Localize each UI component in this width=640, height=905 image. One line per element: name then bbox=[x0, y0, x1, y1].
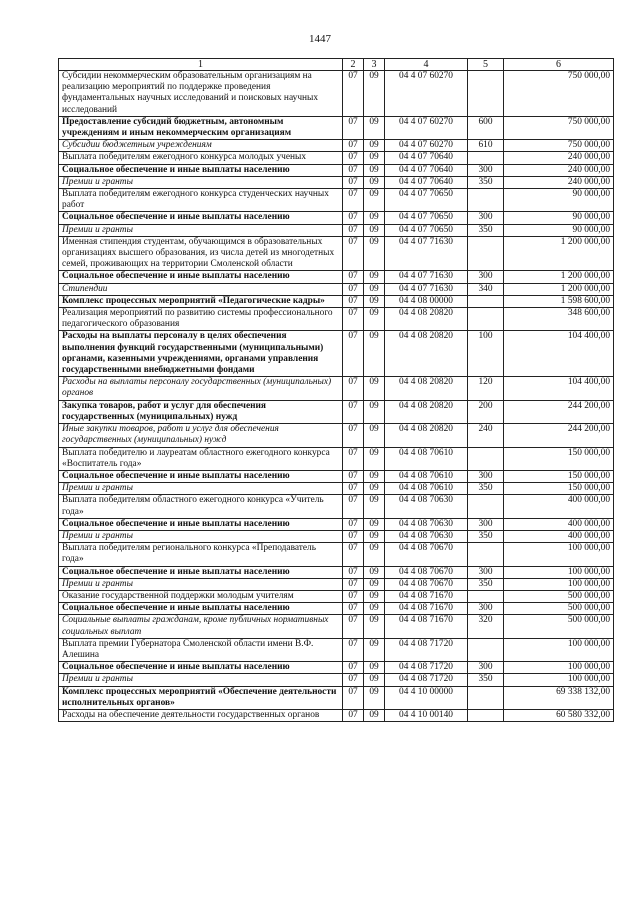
expense-type-code: 300 bbox=[468, 603, 504, 615]
subsection-code: 09 bbox=[364, 615, 385, 638]
table-row bbox=[59, 603, 614, 615]
section-code: 07 bbox=[343, 331, 364, 377]
section-code: 07 bbox=[343, 236, 364, 271]
target-article-code: 04 4 07 70650 bbox=[385, 189, 468, 212]
subsection-code: 09 bbox=[364, 709, 385, 721]
amount: 500 000,00 bbox=[504, 590, 614, 602]
table-row bbox=[59, 615, 614, 638]
expense-name: Субсидии некоммерческим образовательным организациям на реализацию мероприятий по поддержке проведения фундаментальных научных исследований и поисковых научных исследований bbox=[59, 71, 343, 117]
table-row bbox=[59, 295, 614, 307]
expense-name: Социальное обеспечение и иные выплаты населению bbox=[59, 662, 343, 674]
section-code: 07 bbox=[343, 271, 364, 283]
column-number: 5 bbox=[468, 59, 504, 71]
column-number: 1 bbox=[59, 59, 343, 71]
section-code: 07 bbox=[343, 495, 364, 518]
section-code: 07 bbox=[343, 189, 364, 212]
subsection-code: 09 bbox=[364, 400, 385, 423]
expense-type-code: 300 bbox=[468, 566, 504, 578]
expense-type-code bbox=[468, 189, 504, 212]
expense-name: Оказание государственной поддержки молодым учителям bbox=[59, 590, 343, 602]
subsection-code: 09 bbox=[364, 447, 385, 470]
section-code: 07 bbox=[343, 674, 364, 686]
subsection-code: 09 bbox=[364, 295, 385, 307]
section-code: 07 bbox=[343, 164, 364, 176]
target-article-code: 04 4 07 71630 bbox=[385, 283, 468, 295]
amount: 150 000,00 bbox=[504, 447, 614, 470]
target-article-code: 04 4 08 70630 bbox=[385, 530, 468, 542]
subsection-code: 09 bbox=[364, 236, 385, 271]
expense-name: Социальное обеспечение и иные выплаты населению bbox=[59, 518, 343, 530]
table-row bbox=[59, 470, 614, 482]
expense-type-code bbox=[468, 152, 504, 164]
column-number-row bbox=[59, 59, 614, 71]
amount: 100 000,00 bbox=[504, 578, 614, 590]
target-article-code: 04 4 08 70670 bbox=[385, 578, 468, 590]
target-article-code: 04 4 07 60270 bbox=[385, 71, 468, 117]
section-code: 07 bbox=[343, 470, 364, 482]
expense-type-code: 320 bbox=[468, 615, 504, 638]
target-article-code: 04 4 08 20820 bbox=[385, 308, 468, 331]
table-row bbox=[59, 377, 614, 400]
expense-type-code: 300 bbox=[468, 470, 504, 482]
expense-name: Социальное обеспечение и иные выплаты населению bbox=[59, 470, 343, 482]
table-row bbox=[59, 283, 614, 295]
amount: 400 000,00 bbox=[504, 495, 614, 518]
target-article-code: 04 4 08 20820 bbox=[385, 331, 468, 377]
subsection-code: 09 bbox=[364, 518, 385, 530]
amount: 500 000,00 bbox=[504, 603, 614, 615]
expense-name: Предоставление субсидий бюджетным, автономным учреждениям и иным некоммерческим организациям bbox=[59, 116, 343, 139]
expense-name: Премии и гранты bbox=[59, 674, 343, 686]
expense-type-code: 300 bbox=[468, 662, 504, 674]
amount: 348 600,00 bbox=[504, 308, 614, 331]
column-number: 4 bbox=[385, 59, 468, 71]
section-code: 07 bbox=[343, 615, 364, 638]
expense-name: Субсидии бюджетным учреждениям bbox=[59, 140, 343, 152]
amount: 750 000,00 bbox=[504, 71, 614, 117]
subsection-code: 09 bbox=[364, 674, 385, 686]
table-row bbox=[59, 495, 614, 518]
subsection-code: 09 bbox=[364, 308, 385, 331]
target-article-code: 04 4 07 71630 bbox=[385, 236, 468, 271]
expense-type-code: 200 bbox=[468, 400, 504, 423]
amount: 69 338 132,00 bbox=[504, 686, 614, 709]
expense-name: Премии и гранты bbox=[59, 483, 343, 495]
table-row bbox=[59, 483, 614, 495]
target-article-code: 04 4 07 71630 bbox=[385, 271, 468, 283]
subsection-code: 09 bbox=[364, 212, 385, 224]
expense-name: Выплата премии Губернатора Смоленской области имени В.Ф. Алешина bbox=[59, 638, 343, 661]
section-code: 07 bbox=[343, 212, 364, 224]
subsection-code: 09 bbox=[364, 140, 385, 152]
amount: 100 000,00 bbox=[504, 674, 614, 686]
amount: 100 000,00 bbox=[504, 638, 614, 661]
table-row bbox=[59, 271, 614, 283]
table-row bbox=[59, 152, 614, 164]
expense-type-code bbox=[468, 709, 504, 721]
amount: 100 000,00 bbox=[504, 566, 614, 578]
subsection-code: 09 bbox=[364, 164, 385, 176]
target-article-code: 04 4 08 71720 bbox=[385, 638, 468, 661]
budget-table-body bbox=[59, 59, 614, 722]
target-article-code: 04 4 08 71670 bbox=[385, 615, 468, 638]
amount: 100 000,00 bbox=[504, 662, 614, 674]
subsection-code: 09 bbox=[364, 590, 385, 602]
amount: 104 400,00 bbox=[504, 377, 614, 400]
expense-type-code: 120 bbox=[468, 377, 504, 400]
amount: 90 000,00 bbox=[504, 224, 614, 236]
section-code: 07 bbox=[343, 140, 364, 152]
table-row bbox=[59, 140, 614, 152]
subsection-code: 09 bbox=[364, 578, 385, 590]
section-code: 07 bbox=[343, 686, 364, 709]
expense-type-code: 350 bbox=[468, 674, 504, 686]
expense-name: Расходы на выплаты персоналу государственных (муниципальных) органов bbox=[59, 377, 343, 400]
expense-type-code bbox=[468, 638, 504, 661]
target-article-code: 04 4 08 70610 bbox=[385, 483, 468, 495]
table-row bbox=[59, 212, 614, 224]
expense-type-code bbox=[468, 447, 504, 470]
subsection-code: 09 bbox=[364, 152, 385, 164]
column-number: 2 bbox=[343, 59, 364, 71]
expense-type-code bbox=[468, 543, 504, 566]
target-article-code: 04 4 07 60270 bbox=[385, 140, 468, 152]
table-row bbox=[59, 331, 614, 377]
amount: 104 400,00 bbox=[504, 331, 614, 377]
expense-name: Выплата победителям ежегодного конкурса молодых ученых bbox=[59, 152, 343, 164]
subsection-code: 09 bbox=[364, 566, 385, 578]
expense-type-code bbox=[468, 71, 504, 117]
expense-name: Расходы на обеспечение деятельности государственных органов bbox=[59, 709, 343, 721]
subsection-code: 09 bbox=[364, 543, 385, 566]
table-row bbox=[59, 164, 614, 176]
target-article-code: 04 4 08 70670 bbox=[385, 566, 468, 578]
section-code: 07 bbox=[343, 530, 364, 542]
amount: 750 000,00 bbox=[504, 116, 614, 139]
expense-name: Премии и гранты bbox=[59, 176, 343, 188]
section-code: 07 bbox=[343, 176, 364, 188]
section-code: 07 bbox=[343, 483, 364, 495]
section-code: 07 bbox=[343, 603, 364, 615]
expense-type-code: 300 bbox=[468, 212, 504, 224]
amount: 1 200 000,00 bbox=[504, 283, 614, 295]
amount: 150 000,00 bbox=[504, 470, 614, 482]
section-code: 07 bbox=[343, 295, 364, 307]
expense-type-code: 340 bbox=[468, 283, 504, 295]
expense-type-code: 610 bbox=[468, 140, 504, 152]
section-code: 07 bbox=[343, 543, 364, 566]
section-code: 07 bbox=[343, 638, 364, 661]
expense-name: Стипендии bbox=[59, 283, 343, 295]
subsection-code: 09 bbox=[364, 116, 385, 139]
target-article-code: 04 4 08 00000 bbox=[385, 295, 468, 307]
target-article-code: 04 4 08 71670 bbox=[385, 603, 468, 615]
target-article-code: 04 4 08 70610 bbox=[385, 470, 468, 482]
table-row bbox=[59, 638, 614, 661]
amount: 100 000,00 bbox=[504, 543, 614, 566]
section-code: 07 bbox=[343, 71, 364, 117]
expense-name: Премии и гранты bbox=[59, 578, 343, 590]
expense-name: Выплата победителям ежегодного конкурса студенческих научных работ bbox=[59, 189, 343, 212]
subsection-code: 09 bbox=[364, 686, 385, 709]
amount: 1 200 000,00 bbox=[504, 271, 614, 283]
expense-name: Выплата победителям областного ежегодного конкурса «Учитель года» bbox=[59, 495, 343, 518]
section-code: 07 bbox=[343, 566, 364, 578]
amount: 150 000,00 bbox=[504, 483, 614, 495]
subsection-code: 09 bbox=[364, 662, 385, 674]
table-row bbox=[59, 662, 614, 674]
target-article-code: 04 4 08 70610 bbox=[385, 447, 468, 470]
target-article-code: 04 4 08 20820 bbox=[385, 400, 468, 423]
target-article-code: 04 4 10 00000 bbox=[385, 686, 468, 709]
section-code: 07 bbox=[343, 308, 364, 331]
table-row bbox=[59, 224, 614, 236]
expense-type-code bbox=[468, 236, 504, 271]
expense-type-code: 300 bbox=[468, 271, 504, 283]
subsection-code: 09 bbox=[364, 331, 385, 377]
expense-type-code bbox=[468, 686, 504, 709]
expense-type-code: 300 bbox=[468, 164, 504, 176]
section-code: 07 bbox=[343, 424, 364, 447]
expense-type-code bbox=[468, 590, 504, 602]
expense-type-code: 350 bbox=[468, 176, 504, 188]
subsection-code: 09 bbox=[364, 530, 385, 542]
column-number: 3 bbox=[364, 59, 385, 71]
section-code: 07 bbox=[343, 447, 364, 470]
table-row bbox=[59, 447, 614, 470]
section-code: 07 bbox=[343, 400, 364, 423]
amount: 240 000,00 bbox=[504, 164, 614, 176]
target-article-code: 04 4 07 70650 bbox=[385, 212, 468, 224]
expense-name: Премии и гранты bbox=[59, 530, 343, 542]
expense-name: Расходы на выплаты персоналу в целях обеспечения выполнения функций государственными (муниципальными) органами, казенными учреждениями, органами управления государственными внебюджетными фондами bbox=[59, 331, 343, 377]
expense-name: Выплата победителям регионального конкурса «Преподаватель года» bbox=[59, 543, 343, 566]
table-row bbox=[59, 674, 614, 686]
expense-name: Комплекс процессных мероприятий «Обеспечение деятельности исполнительных органов» bbox=[59, 686, 343, 709]
expense-name: Комплекс процессных мероприятий «Педагогические кадры» bbox=[59, 295, 343, 307]
subsection-code: 09 bbox=[364, 377, 385, 400]
expense-type-code: 100 bbox=[468, 331, 504, 377]
table-row bbox=[59, 176, 614, 188]
amount: 244 200,00 bbox=[504, 424, 614, 447]
expense-name: Закупка товаров, работ и услуг для обеспечения государственных (муниципальных) нужд bbox=[59, 400, 343, 423]
table-row bbox=[59, 308, 614, 331]
expense-name: Именная стипендия студентам, обучающимся в образовательных организациях высшего образования, из числа детей из многодетных семей, проживающих на территории Смоленской области bbox=[59, 236, 343, 271]
amount: 1 598 600,00 bbox=[504, 295, 614, 307]
table-row bbox=[59, 424, 614, 447]
subsection-code: 09 bbox=[364, 71, 385, 117]
table-row bbox=[59, 518, 614, 530]
target-article-code: 04 4 08 20820 bbox=[385, 424, 468, 447]
expense-type-code: 300 bbox=[468, 518, 504, 530]
section-code: 07 bbox=[343, 662, 364, 674]
amount: 400 000,00 bbox=[504, 530, 614, 542]
amount: 750 000,00 bbox=[504, 140, 614, 152]
expense-name: Иные закупки товаров, работ и услуг для обеспечения государственных (муниципальных) нужд bbox=[59, 424, 343, 447]
table-row bbox=[59, 71, 614, 117]
table-row bbox=[59, 189, 614, 212]
section-code: 07 bbox=[343, 377, 364, 400]
table-row bbox=[59, 543, 614, 566]
target-article-code: 04 4 07 60270 bbox=[385, 116, 468, 139]
amount: 240 000,00 bbox=[504, 176, 614, 188]
expense-name: Социальные выплаты гражданам, кроме публичных нормативных социальных выплат bbox=[59, 615, 343, 638]
amount: 240 000,00 bbox=[504, 152, 614, 164]
table-row bbox=[59, 530, 614, 542]
expense-type-code: 350 bbox=[468, 578, 504, 590]
target-article-code: 04 4 07 70640 bbox=[385, 176, 468, 188]
expense-name: Социальное обеспечение и иные выплаты населению bbox=[59, 271, 343, 283]
section-code: 07 bbox=[343, 578, 364, 590]
table-row bbox=[59, 236, 614, 271]
page-number: 1447 bbox=[309, 33, 331, 45]
subsection-code: 09 bbox=[364, 638, 385, 661]
subsection-code: 09 bbox=[364, 176, 385, 188]
target-article-code: 04 4 08 20820 bbox=[385, 377, 468, 400]
target-article-code: 04 4 07 70640 bbox=[385, 164, 468, 176]
expense-type-code bbox=[468, 495, 504, 518]
amount: 500 000,00 bbox=[504, 615, 614, 638]
table-row bbox=[59, 709, 614, 721]
section-code: 07 bbox=[343, 224, 364, 236]
expense-type-code: 350 bbox=[468, 530, 504, 542]
table-row bbox=[59, 686, 614, 709]
section-code: 07 bbox=[343, 709, 364, 721]
expense-name: Социальное обеспечение и иные выплаты населению bbox=[59, 566, 343, 578]
subsection-code: 09 bbox=[364, 495, 385, 518]
amount: 244 200,00 bbox=[504, 400, 614, 423]
expense-name: Премии и гранты bbox=[59, 224, 343, 236]
table-row bbox=[59, 590, 614, 602]
target-article-code: 04 4 10 00140 bbox=[385, 709, 468, 721]
table-row bbox=[59, 566, 614, 578]
expense-type-code: 240 bbox=[468, 424, 504, 447]
target-article-code: 04 4 08 70670 bbox=[385, 543, 468, 566]
amount: 1 200 000,00 bbox=[504, 236, 614, 271]
table-row bbox=[59, 400, 614, 423]
expense-name: Выплата победителю и лауреатам областного ежегодного конкурса «Воспитатель года» bbox=[59, 447, 343, 470]
expense-name: Реализация мероприятий по развитию системы профессионального педагогического образования bbox=[59, 308, 343, 331]
expense-name: Социальное обеспечение и иные выплаты населению bbox=[59, 212, 343, 224]
expense-type-code: 600 bbox=[468, 116, 504, 139]
subsection-code: 09 bbox=[364, 424, 385, 447]
amount: 90 000,00 bbox=[504, 189, 614, 212]
subsection-code: 09 bbox=[364, 603, 385, 615]
target-article-code: 04 4 08 70630 bbox=[385, 518, 468, 530]
section-code: 07 bbox=[343, 152, 364, 164]
section-code: 07 bbox=[343, 518, 364, 530]
section-code: 07 bbox=[343, 283, 364, 295]
subsection-code: 09 bbox=[364, 283, 385, 295]
section-code: 07 bbox=[343, 116, 364, 139]
table-row bbox=[59, 578, 614, 590]
column-number: 6 bbox=[504, 59, 614, 71]
expense-name: Социальное обеспечение и иные выплаты населению bbox=[59, 164, 343, 176]
target-article-code: 04 4 08 70630 bbox=[385, 495, 468, 518]
expense-type-code bbox=[468, 295, 504, 307]
budget-table bbox=[58, 58, 614, 722]
expense-type-code: 350 bbox=[468, 224, 504, 236]
expense-name: Социальное обеспечение и иные выплаты населению bbox=[59, 603, 343, 615]
subsection-code: 09 bbox=[364, 224, 385, 236]
target-article-code: 04 4 08 71720 bbox=[385, 674, 468, 686]
amount: 90 000,00 bbox=[504, 212, 614, 224]
subsection-code: 09 bbox=[364, 483, 385, 495]
expense-type-code bbox=[468, 308, 504, 331]
amount: 60 580 332,00 bbox=[504, 709, 614, 721]
amount: 400 000,00 bbox=[504, 518, 614, 530]
target-article-code: 04 4 08 71720 bbox=[385, 662, 468, 674]
table-row bbox=[59, 116, 614, 139]
subsection-code: 09 bbox=[364, 271, 385, 283]
target-article-code: 04 4 08 71670 bbox=[385, 590, 468, 602]
section-code: 07 bbox=[343, 590, 364, 602]
subsection-code: 09 bbox=[364, 189, 385, 212]
target-article-code: 04 4 07 70640 bbox=[385, 152, 468, 164]
subsection-code: 09 bbox=[364, 470, 385, 482]
expense-type-code: 350 bbox=[468, 483, 504, 495]
target-article-code: 04 4 07 70650 bbox=[385, 224, 468, 236]
